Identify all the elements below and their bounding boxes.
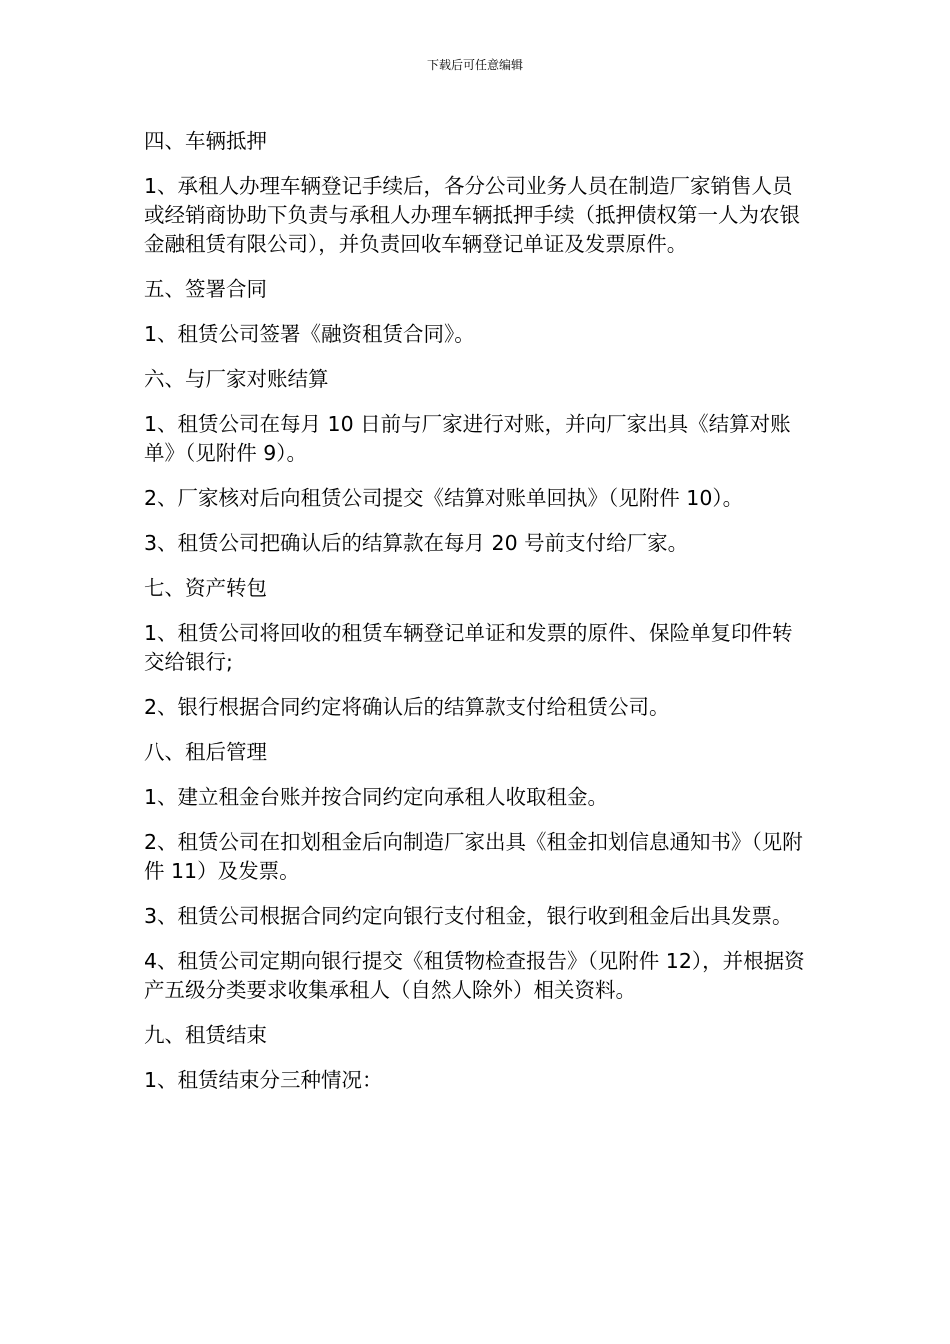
paragraph: 2、厂家核对后向租赁公司提交《结算对账单回执》（见附件 10）。 (144, 486, 744, 510)
paragraph: 1、租赁结束分三种情况： (144, 1068, 383, 1092)
paragraph: 1、租赁公司签署《融资租赁合同》。 (144, 322, 475, 346)
paragraph: 1、建立租金台账并按合同约定向承租人收取租金。 (144, 785, 609, 809)
page-header: 下载后可任意编辑 (426, 58, 523, 72)
section-heading-7: 七、资产转包 (144, 576, 267, 600)
section-heading-5: 五、签署合同 (144, 277, 267, 301)
paragraph: 1、承租人办理车辆登记手续后，各分公司业务人员在制造厂家销售人员或经销商协助下负责与承租人办理车辆抵押手续（抵押债权第一人为农银金融租赁有限公司），并负责回收车辆登记单证及发票原件。 (144, 174, 800, 256)
paragraph: 3、租赁公司根据合同约定向银行支付租金，银行收到租金后出具发票。 (144, 904, 793, 928)
paragraph: 4、租赁公司定期向银行提交《租赁物检查报告》（见附件 12），并根据资产五级分类要求收集承租人（自然人除外）相关资料。 (144, 949, 805, 1002)
section-heading-4: 四、车辆抵押 (144, 129, 267, 153)
section-heading-6: 六、与厂家对账结算 (144, 367, 329, 391)
section-heading-9: 九、租赁结束 (144, 1023, 267, 1047)
paragraph: 2、租赁公司在扣划租金后向制造厂家出具《租金扣划信息通知书》（见附件 11）及发票。 (144, 830, 803, 883)
paragraph: 1、租赁公司在每月 10 日前与厂家进行对账，并向厂家出具《结算对账单》（见附件 9）。 (144, 412, 791, 465)
section-heading-8: 八、租后管理 (144, 740, 267, 764)
paragraph: 1、租赁公司将回收的租赁车辆登记单证和发票的原件、保险单复印件转交给银行; (144, 621, 793, 674)
paragraph: 2、银行根据合同约定将确认后的结算款支付给租赁公司。 (144, 695, 670, 719)
document-body (144, 127, 812, 1111)
paragraph: 3、租赁公司把确认后的结算款在每月 20 号前支付给厂家。 (144, 531, 689, 555)
